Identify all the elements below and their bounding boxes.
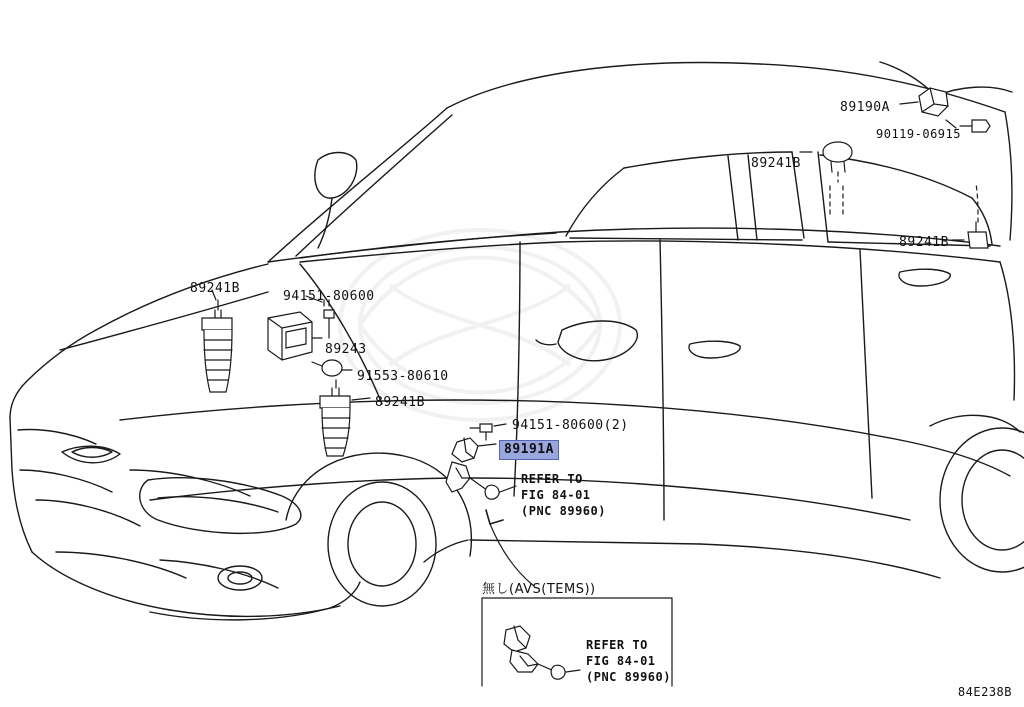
callout-94151-80600: 94151-80600: [283, 289, 375, 304]
highlighted-part-89191A[interactable]: 89191A: [499, 440, 559, 460]
callout-89243: 89243: [325, 342, 367, 357]
note-lower-line3: (PNC 89960): [586, 670, 671, 684]
note-upper-line2: FIG 84-01: [521, 488, 591, 502]
callout-89241B-front-lower: 89241B: [375, 395, 425, 410]
callout-94151-80600-2: 94151-80600(2): [512, 418, 629, 433]
callout-89241B-rear: 89241B: [899, 235, 949, 250]
note-upper-line1: REFER TO: [521, 472, 583, 486]
note-lower-line1: REFER TO: [586, 638, 648, 652]
callout-90119-06915: 90119-06915: [876, 127, 961, 141]
callout-89190A: 89190A: [840, 100, 890, 115]
note-lower-line2: FIG 84-01: [586, 654, 656, 668]
note-upper-line3: (PNC 89960): [521, 504, 606, 518]
callout-89241B-roof: 89241B: [751, 156, 801, 171]
figure-code: 84E238B: [957, 685, 1012, 699]
callout-avs-tems-note: 無し(AVS(TEMS)): [482, 582, 596, 597]
callout-91553-80610: 91553-80610: [357, 369, 449, 384]
callout-89241B-front-upper: 89241B: [190, 281, 240, 296]
